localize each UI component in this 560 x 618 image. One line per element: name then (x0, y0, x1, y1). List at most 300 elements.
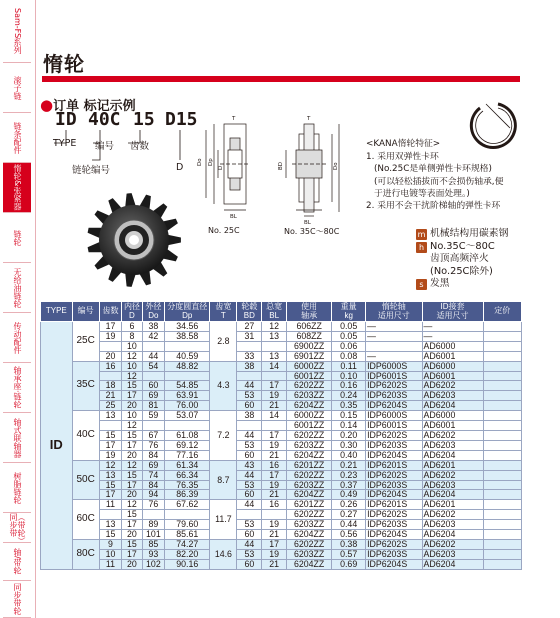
cell-dp (165, 371, 210, 381)
cell-z: 15 (99, 480, 122, 490)
feature-line: 1. 采用双弹性卡环 (366, 152, 439, 163)
cell-bd (237, 371, 262, 381)
cell-br: 6203ZZ (287, 549, 332, 559)
cell-T: 14.6 (210, 539, 237, 569)
material-text: No.35C～80C (430, 240, 495, 252)
cell-bd: 44 (237, 381, 262, 391)
cell-kg: 0.05 (332, 322, 366, 332)
cell-br: 6203ZZ (287, 391, 332, 401)
cell-br: 608ZZ (287, 331, 332, 341)
cell-z: 13 (99, 520, 122, 530)
cell-kg: 0.06 (332, 341, 366, 351)
cell-do: 76 (142, 440, 165, 450)
cell-price (483, 460, 521, 470)
cell-dp: 74.27 (165, 539, 210, 549)
type-label: TYPE (53, 138, 77, 149)
cell-T: 7.2 (210, 411, 237, 461)
cell-d: 17 (122, 549, 142, 559)
cell-br: 6202ZZ (287, 381, 332, 391)
cell-bl (262, 510, 287, 520)
cell-bl: 21 (262, 530, 287, 540)
cell-br: 6204ZZ (287, 450, 332, 460)
cell-br: 6203ZZ (287, 520, 332, 530)
type-cell: ID (41, 322, 73, 570)
cell-do: 84 (142, 480, 165, 490)
column-header: 编号 (72, 302, 99, 322)
table-row (41, 411, 522, 421)
cell-z: 12 (99, 460, 122, 470)
cell-z: 21 (99, 391, 122, 401)
cell-z: 18 (99, 381, 122, 391)
cell-do: 44 (142, 351, 165, 361)
cell-bl: 13 (262, 331, 287, 341)
sidebar-item[interactable] (3, 263, 31, 313)
cell-bl: 14 (262, 361, 287, 371)
cell-shaft: IDP6204S (366, 450, 422, 460)
cell-price (483, 401, 521, 411)
cell-d: 20 (122, 559, 142, 569)
cell-shaft: IDP6202S (366, 510, 422, 520)
materials-list (416, 228, 508, 291)
cell-bl: 17 (262, 430, 287, 440)
material-row (416, 266, 508, 279)
cell-sleeve: AD6202 (422, 510, 483, 520)
table-row (41, 510, 522, 520)
cell-dp (165, 421, 210, 431)
sidebar-item[interactable] (3, 581, 31, 618)
cell-dp: 38.58 (165, 331, 210, 341)
cell-bl (262, 421, 287, 431)
cell-bl: 16 (262, 500, 287, 510)
sidebar-item-label: 无给油链轮 (13, 267, 22, 308)
cell-kg: 0.30 (332, 440, 366, 450)
cell-d: 8 (122, 331, 142, 341)
cell-bl: 21 (262, 450, 287, 460)
cell-bl: 19 (262, 480, 287, 490)
cell-kg: 0.49 (332, 490, 366, 500)
model-cell: 50C (72, 460, 99, 500)
column-header: 分度圆直径 Dp (165, 302, 210, 322)
code-number: 40C (88, 109, 121, 130)
material-text: (No.25C除外) (430, 265, 493, 277)
cell-T: 4.3 (210, 361, 237, 411)
spec-table (40, 301, 522, 570)
cell-z: 11 (99, 559, 122, 569)
cell-z: 13 (99, 411, 122, 421)
cell-z: 19 (99, 331, 122, 341)
cell-bl: 19 (262, 440, 287, 450)
cell-br: 6202ZZ (287, 510, 332, 520)
code-type: ID (55, 109, 77, 130)
cell-sleeve: AD6204 (422, 490, 483, 500)
cell-d: 20 (122, 401, 142, 411)
cell-dp: 79.60 (165, 520, 210, 530)
cell-bd: 60 (237, 530, 262, 540)
cell-d: 15 (122, 381, 142, 391)
bullet-dot-icon: ● (40, 96, 54, 114)
cell-do: 42 (142, 331, 165, 341)
cell-bl: 21 (262, 559, 287, 569)
bore-label: D (176, 162, 184, 173)
cell-bd: 31 (237, 331, 262, 341)
cell-dp: 40.59 (165, 351, 210, 361)
cell-shaft: IDP6000S (366, 411, 422, 421)
cell-kg: 0.35 (332, 401, 366, 411)
cell-sleeve: AD6203 (422, 520, 483, 530)
cell-bl: 14 (262, 411, 287, 421)
cell-shaft: IDP6203S (366, 391, 422, 401)
cell-bl (262, 371, 287, 381)
cell-price (483, 391, 521, 401)
cell-price (483, 411, 521, 421)
table-row (41, 539, 522, 549)
cell-shaft: IDP6204S (366, 490, 422, 500)
cell-price (483, 361, 521, 371)
sidebar-item[interactable] (3, 363, 31, 413)
cell-d: 10 (122, 341, 142, 351)
cell-do: 54 (142, 361, 165, 371)
sidebar-item[interactable] (3, 463, 31, 513)
cell-z: 17 (99, 490, 122, 500)
cell-bl (262, 341, 287, 351)
cell-do: 89 (142, 520, 165, 530)
cell-br: 6204ZZ (287, 530, 332, 540)
cell-bd: 60 (237, 559, 262, 569)
cell-shaft: — (366, 351, 422, 361)
cell-dp: 85.61 (165, 530, 210, 540)
cell-d: 10 (122, 411, 142, 421)
cell-d: 15 (122, 539, 142, 549)
cell-shaft: — (366, 331, 422, 341)
feature-line: 于进行电镀等表面处理。) (374, 188, 470, 199)
cell-do (142, 421, 165, 431)
cell-d: 6 (122, 322, 142, 332)
cell-z: 25 (99, 401, 122, 411)
sidebar-item-label: 链轮 (13, 229, 22, 246)
cell-bd (237, 341, 262, 351)
cell-kg: 0.26 (332, 500, 366, 510)
table-row (41, 401, 522, 411)
cell-sleeve: AD6202 (422, 381, 483, 391)
cell-sleeve: AD6001 (422, 421, 483, 431)
sidebar-item[interactable] (3, 513, 31, 543)
table-row (41, 559, 522, 569)
column-header: TYPE (41, 302, 73, 322)
table-row (41, 331, 522, 341)
material-text: 机械结构用碳素钢 (430, 228, 509, 239)
cell-z: 10 (99, 549, 122, 559)
cell-d: 15 (122, 470, 142, 480)
table-row (41, 440, 522, 450)
table-header-row (41, 302, 522, 322)
cell-bl: 19 (262, 520, 287, 530)
cell-bd: 53 (237, 440, 262, 450)
cell-bd: 38 (237, 411, 262, 421)
svg-text:BL: BL (230, 214, 237, 220)
cell-price (483, 490, 521, 500)
cell-sleeve: — (422, 322, 483, 332)
sidebar-item-label: 链条配件 (13, 121, 22, 154)
cell-bl: 16 (262, 460, 287, 470)
cell-bl: 21 (262, 401, 287, 411)
cell-d: 20 (122, 450, 142, 460)
column-header: 内径 D (122, 302, 142, 322)
material-row (416, 278, 508, 291)
cell-price (483, 549, 521, 559)
column-header: ID接套 适用尺寸 (422, 302, 483, 322)
table-row (41, 490, 522, 500)
table-row (41, 430, 522, 440)
cell-sleeve: AD6203 (422, 480, 483, 490)
cell-d: 17 (122, 480, 142, 490)
sidebar-item-label: 轴式联轴器 (13, 417, 22, 458)
cell-shaft: IDP6203S (366, 480, 422, 490)
cell-dp: 82.20 (165, 549, 210, 559)
cell-do (142, 371, 165, 381)
svg-text:Do: Do (333, 162, 339, 170)
cell-br: 6001ZZ (287, 371, 332, 381)
cell-kg: 0.27 (332, 510, 366, 520)
sidebar-item[interactable] (3, 213, 31, 263)
cell-price (483, 351, 521, 361)
cell-bl: 12 (262, 322, 287, 332)
cell-shaft: IDP6001S (366, 371, 422, 381)
cell-bd: 38 (237, 361, 262, 371)
material-badge: h (416, 242, 427, 253)
cell-shaft: IDP6204S (366, 530, 422, 540)
cell-z: 19 (99, 450, 122, 460)
cell-bl: 17 (262, 470, 287, 480)
cell-dp: 61.08 (165, 430, 210, 440)
cell-price (483, 322, 521, 332)
sidebar-item[interactable] (3, 413, 31, 463)
cell-T: 8.7 (210, 460, 237, 500)
cell-d: 15 (122, 510, 142, 520)
teeth-label: 齿数 (130, 141, 150, 152)
cell-shaft: IDP6201S (366, 460, 422, 470)
table-row (41, 460, 522, 470)
cell-price (483, 430, 521, 440)
column-header: 轮毂 BD (237, 302, 262, 322)
cell-d: 12 (122, 371, 142, 381)
cell-d: 12 (122, 421, 142, 431)
cell-T: 2.8 (210, 322, 237, 362)
cell-price (483, 371, 521, 381)
cell-z: 17 (99, 322, 122, 332)
cell-bd: 60 (237, 490, 262, 500)
cell-kg: 0.23 (332, 470, 366, 480)
code-teeth: 15 (133, 109, 155, 130)
table-row (41, 341, 522, 351)
cell-br: 6201ZZ (287, 500, 332, 510)
cell-kg: 0.69 (332, 559, 366, 569)
sidebar-item-label: 传动配件 (13, 321, 22, 354)
cell-d: 15 (122, 430, 142, 440)
drawing-caption-35c-80c: No. 35C～80C (284, 227, 340, 236)
cell-bl: 19 (262, 549, 287, 559)
svg-text:D: D (218, 165, 224, 170)
cell-T: 11.7 (210, 500, 237, 540)
drawing-caption-25c: No. 25C (208, 226, 240, 235)
cell-bl: 17 (262, 381, 287, 391)
cell-price (483, 530, 521, 540)
cell-bl: 19 (262, 391, 287, 401)
cell-dp: 63.91 (165, 391, 210, 401)
chain-no-label: 链轮编号 (72, 165, 111, 176)
table-row (41, 549, 522, 559)
table-row (41, 381, 522, 391)
cell-do: 85 (142, 539, 165, 549)
cell-br: 6201ZZ (287, 460, 332, 470)
cell-sleeve: AD6000 (422, 411, 483, 421)
table-row (41, 391, 522, 401)
sidebar-item-label: （带轮）同步带 (9, 513, 26, 541)
cell-sleeve: AD6202 (422, 539, 483, 549)
dimension-drawing (192, 110, 352, 240)
sidebar-item-label: 轴/带轮 (13, 548, 22, 575)
sidebar-item-label: 同步带轮 (13, 583, 22, 615)
sidebar-item-label: 轴承座·链轮 (13, 366, 22, 409)
cell-do: 67 (142, 430, 165, 440)
cell-price (483, 450, 521, 460)
cell-z: 20 (99, 351, 122, 361)
cell-do: 74 (142, 470, 165, 480)
code-bore: D15 (165, 109, 198, 130)
cell-sleeve: AD6204 (422, 401, 483, 411)
cell-bd: 44 (237, 539, 262, 549)
cell-shaft: IDP6203S (366, 520, 422, 530)
cell-kg: 0.38 (332, 539, 366, 549)
material-text: 齿顶高频淬火 (430, 253, 489, 265)
cell-do (142, 510, 165, 520)
cell-bd: 44 (237, 430, 262, 440)
cell-z (99, 371, 122, 381)
cell-sleeve: — (422, 331, 483, 341)
cell-sleeve: AD6001 (422, 351, 483, 361)
cell-z (99, 421, 122, 431)
cell-shaft: IDP6204S (366, 559, 422, 569)
cell-shaft: IDP6203S (366, 440, 422, 450)
cell-z: 11 (99, 500, 122, 510)
cell-dp: 90.16 (165, 559, 210, 569)
cell-shaft: IDP6202S (366, 539, 422, 549)
cell-do: 94 (142, 490, 165, 500)
svg-text:Dp: Dp (208, 158, 214, 166)
table-row (41, 480, 522, 490)
cell-kg: 0.11 (332, 361, 366, 371)
cell-z (99, 341, 122, 351)
cell-shaft: IDP6202S (366, 381, 422, 391)
cell-shaft: IDP6203S (366, 549, 422, 559)
sidebar-item-label: 树脂链轮 (13, 471, 22, 504)
cell-shaft: — (366, 322, 422, 332)
cell-price (483, 520, 521, 530)
sidebar-item[interactable] (3, 313, 31, 363)
cell-do: 102 (142, 559, 165, 569)
material-row (416, 228, 508, 241)
cell-dp (165, 510, 210, 520)
model-cell: 25C (72, 322, 99, 362)
cell-d: 20 (122, 490, 142, 500)
cell-price (483, 480, 521, 490)
material-row (416, 253, 508, 266)
sidebar-item-label: 滚子链 (13, 75, 22, 100)
table-row (41, 530, 522, 540)
table-row (41, 351, 522, 361)
svg-text:BL: BL (304, 220, 311, 226)
cell-dp: 54.85 (165, 381, 210, 391)
cell-kg: 0.10 (332, 371, 366, 381)
table-row (41, 470, 522, 480)
table-body (41, 322, 522, 570)
cell-shaft: IDP6202S (366, 430, 422, 440)
cell-bd: 43 (237, 460, 262, 470)
column-header: 齿数 (99, 302, 122, 322)
table-row (41, 520, 522, 530)
cell-dp (165, 341, 210, 351)
feature-line: (No.25C是单侧弹性卡环规格) (374, 164, 492, 175)
cell-do: 69 (142, 460, 165, 470)
cell-do: 81 (142, 401, 165, 411)
cell-sleeve: AD6203 (422, 391, 483, 401)
cell-d: 17 (122, 440, 142, 450)
sidebar-item[interactable] (3, 543, 31, 581)
cell-z: 15 (99, 430, 122, 440)
cell-do: 93 (142, 549, 165, 559)
cell-dp: 34.56 (165, 322, 210, 332)
cell-sleeve: AD6202 (422, 430, 483, 440)
svg-text:BD: BD (278, 161, 284, 170)
cell-sleeve: AD6203 (422, 549, 483, 559)
cell-price (483, 510, 521, 520)
cell-kg: 0.40 (332, 450, 366, 460)
page-title: 惰轮 (43, 52, 85, 76)
cell-kg: 0.24 (332, 391, 366, 401)
cell-dp: 86.39 (165, 490, 210, 500)
cell-bd (237, 510, 262, 520)
column-header: 总宽 BL (262, 302, 287, 322)
table-row (41, 361, 522, 371)
cell-price (483, 381, 521, 391)
cell-shaft: IDP6201S (366, 500, 422, 510)
cell-sleeve: AD6000 (422, 361, 483, 371)
column-header: 惰轮轴 适用尺寸 (366, 302, 422, 322)
column-header: 齿宽 T (210, 302, 237, 322)
column-header: 外径 Do (142, 302, 165, 322)
order-heading-text: 订单 标记示例 (53, 99, 136, 114)
cell-kg: 0.05 (332, 331, 366, 341)
sidebar-item-label: Sam-FS系列 (13, 7, 22, 55)
cell-d: 10 (122, 361, 142, 371)
cell-sleeve: AD6201 (422, 500, 483, 510)
svg-text:T: T (307, 116, 311, 122)
cell-br: 6900ZZ (287, 341, 332, 351)
cell-bd (237, 421, 262, 431)
cell-shaft: IDP6202S (366, 470, 422, 480)
cell-d: 17 (122, 391, 142, 401)
cell-do (142, 341, 165, 351)
cell-sleeve: AD6000 (422, 341, 483, 351)
table-row (41, 421, 522, 431)
cell-z: 13 (99, 470, 122, 480)
cell-br: 606ZZ (287, 322, 332, 332)
cell-sleeve: AD6001 (422, 371, 483, 381)
feature-line: (可以轻松插拔而不会损伤轴承,便 (374, 176, 504, 187)
cell-sleeve: AD6204 (422, 450, 483, 460)
cell-kg: 0.16 (332, 381, 366, 391)
cell-bd: 53 (237, 391, 262, 401)
cell-z: 15 (99, 530, 122, 540)
